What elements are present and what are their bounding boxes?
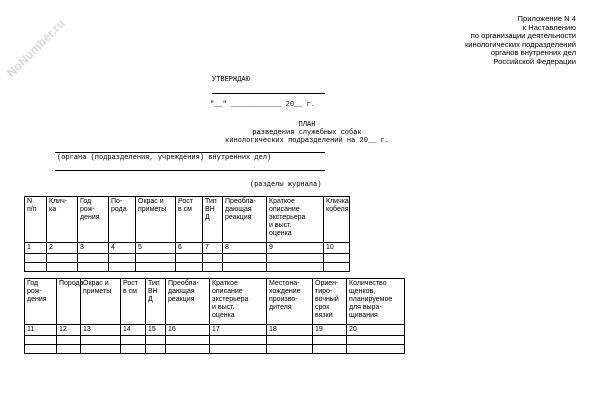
column-number: 7 <box>203 243 223 254</box>
table-row <box>25 336 405 345</box>
org-caption: (органа (подразделения, учреждения) внутренних дел) <box>57 154 272 162</box>
table-row <box>25 263 350 272</box>
table-header-cell: Окрас и приметы <box>136 197 176 243</box>
appendix-header <box>465 15 576 67</box>
breeding-table-2 <box>24 278 405 354</box>
breeding-table-1 <box>24 196 350 272</box>
column-number: 14 <box>121 325 146 336</box>
column-number: 16 <box>166 325 210 336</box>
appendix-line: кинологических подразделений <box>464 39 576 49</box>
table-header-cell: Тип ВН Д <box>146 279 166 325</box>
column-number: 1 <box>25 243 47 254</box>
column-number: 18 <box>267 325 313 336</box>
approve-date-line: "__" ____________ 20__ г. <box>210 101 316 109</box>
journal-caption: (разделы журнала) <box>250 181 322 189</box>
table-header-cell: Местона- хождение произво- дителя <box>267 279 313 325</box>
column-number: 5 <box>136 243 176 254</box>
table-header-cell: Краткое описание экстерьера и выст. оценка <box>267 197 324 243</box>
column-number: 4 <box>109 243 136 254</box>
column-number: 13 <box>81 325 121 336</box>
plan-subtitle-1: разведения служебных собак <box>252 129 362 137</box>
table-header-cell: Количество щенков, планируемое для выра- щивания <box>347 279 405 325</box>
table-header-cell: Год рож- дения <box>25 279 57 325</box>
table-row <box>25 254 350 263</box>
table-header-cell: Порода <box>57 279 81 325</box>
table-header-row <box>25 279 405 325</box>
watermark: NoNumber.ru <box>4 16 68 80</box>
org-line <box>55 152 325 153</box>
table-header-cell: Тип ВН Д <box>203 197 223 243</box>
table-header-cell: Ориен- тиро- вочный срок вязки <box>313 279 347 325</box>
column-number: 20 <box>347 325 405 336</box>
plan-title: ПЛАН <box>298 121 316 129</box>
appendix-line: по организации деятельности <box>470 31 576 41</box>
column-number: 2 <box>47 243 78 254</box>
table-header-cell: N п/п <box>25 197 47 243</box>
table-header-cell: Преобла- дающая реакция <box>166 279 210 325</box>
column-number: 15 <box>146 325 166 336</box>
column-number: 8 <box>223 243 267 254</box>
table-header-cell: Кличка кобеля <box>324 197 350 243</box>
column-number: 10 <box>324 243 350 254</box>
table-header-row <box>25 197 350 243</box>
table-header-cell: Клич- ка <box>47 197 78 243</box>
appendix-line: Российской Федерации <box>493 56 576 66</box>
table-row <box>25 345 405 354</box>
column-number: 11 <box>25 325 57 336</box>
table-header-cell: Краткое описание экстерьера и выст. оценка <box>210 279 267 325</box>
table-number-row <box>25 243 350 254</box>
table-header-cell: По- рода <box>109 197 136 243</box>
table-header-cell: Рост в см <box>176 197 203 243</box>
appendix-line: Приложение N 4 <box>517 14 576 23</box>
table-header-cell: Преобла- дающая реакция <box>223 197 267 243</box>
table-header-cell: Окрас и приметы <box>81 279 121 325</box>
column-number: 17 <box>210 325 267 336</box>
appendix-line: органов внутренних дел <box>490 48 576 58</box>
column-number: 3 <box>78 243 109 254</box>
org-line-2 <box>55 170 325 171</box>
approve-signature-line <box>212 93 325 94</box>
table-header-cell: Год рож- дения <box>78 197 109 243</box>
table-number-row <box>25 325 405 336</box>
approve-label: УТВЕРЖДАЮ <box>212 76 250 84</box>
column-number: 6 <box>176 243 203 254</box>
column-number: 9 <box>267 243 324 254</box>
column-number: 19 <box>313 325 347 336</box>
plan-subtitle-2: кинологических подразделений на 20__ г. <box>225 137 389 145</box>
appendix-line: к Наставлению <box>522 22 576 32</box>
table-header-cell: Рост в см <box>121 279 146 325</box>
column-number: 12 <box>57 325 81 336</box>
